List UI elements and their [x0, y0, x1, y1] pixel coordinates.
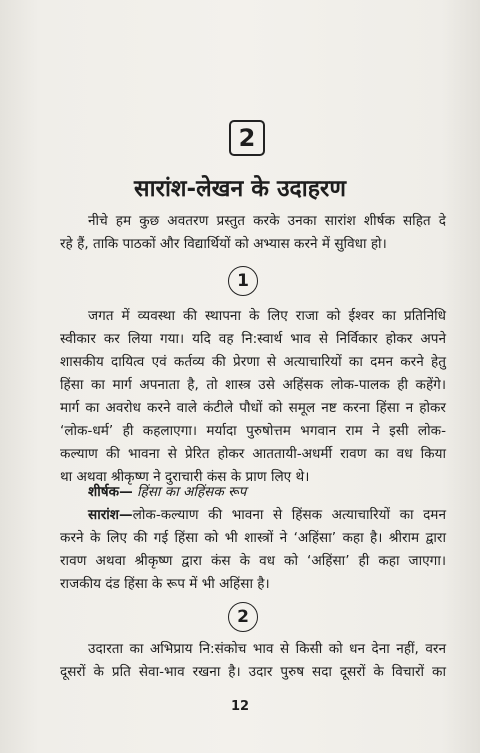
- passage-line: दूसरों के प्रति सेवा-भाव रखना है। उदार पुरुष सदा दूसरों के विचारों का: [60, 664, 446, 680]
- intro-line: रहे हैं, ताकि पाठकों और विद्यार्थियों को अभ्यास करने में सुविधा हो।: [60, 236, 387, 252]
- passage-line: जगत में व्यवस्था की स्थापना के लिए राजा को ईश्वर का प्रतिनिधि: [88, 308, 446, 324]
- example-number: 1: [237, 271, 249, 291]
- summary-line: सारांश—लोक-कल्याण की भावना से हिंसक अत्याचारियों का दमन: [88, 507, 446, 523]
- passage-line: हिंसा का मार्ग अपनाता है, तो शास्त्र उसे अहिंसक लोक-पालक ही कहेंगे।: [60, 377, 446, 393]
- passage-line: था अथवा श्रीकृष्ण ने दुराचारी कंस के प्राण लिए थे।: [60, 469, 310, 485]
- summary-line: रावण अथवा श्रीकृष्ण द्वारा कंस के वध को ‘अहिंसा’ ही कहा जाएगा।: [60, 553, 446, 569]
- page-number: 12: [230, 699, 250, 714]
- example-number: 2: [237, 607, 249, 627]
- example-number-circle: [228, 602, 258, 632]
- summary-line: राजकीय दंड हिंसा के रूप में भी अहिंसा है।: [60, 576, 270, 592]
- summary-first-text: लोक-कल्याण की भावना से हिंसक अत्याचारियों का दमन: [132, 507, 446, 523]
- passage-line: स्वीकार कर लिया गया। यदि वह नि:स्वार्थ भाव से निर्विकार होकर अपने: [60, 331, 446, 347]
- passage-line: कल्याण की भावना से प्रेरित होकर आततायी-अधर्मी रावण का वध किया: [60, 446, 446, 462]
- chapter-number: 2: [238, 124, 256, 152]
- passage-line: मार्ग का अवरोध करने वाले कंटीले पौधों को समूल नष्ट करना हिंसा न होकर: [60, 400, 446, 416]
- passage-line: ‘लोक-धर्म’ ही कहलाएगा। मर्यादा पुरुषोत्तम भगवान राम ने इसी लोक-: [60, 423, 446, 439]
- example-number-circle: [228, 266, 258, 296]
- heading-label: शीर्षक: [88, 484, 120, 500]
- passage-line: शासकीय दायित्व एवं कर्तव्य की प्रेरणा से अत्याचारियों का दमन करने हेतु: [60, 354, 446, 370]
- passage-line: उदारता का अभिप्राय नि:संकोच भाव से किसी को धन देना नहीं, वरन: [88, 641, 446, 657]
- summary-label: सारांश: [88, 507, 120, 523]
- heading-text: हिंसा का अहिंसक रूप: [136, 484, 247, 500]
- intro-line: नीचे हम कुछ अवतरण प्रस्तुत करके उनका सारांश शीर्षक सहित दे: [88, 213, 446, 229]
- heading-line: शीर्षक— हिंसा का अहिंसक रूप: [88, 484, 247, 500]
- chapter-number-box: [229, 120, 265, 156]
- summary-line: करने के लिए की गई हिंसा को भी शास्त्रों ने ‘अहिंसा’ कहा है। श्रीराम द्वारा: [60, 530, 446, 546]
- chapter-title: सारांश-लेखन के उदाहरण: [134, 176, 346, 202]
